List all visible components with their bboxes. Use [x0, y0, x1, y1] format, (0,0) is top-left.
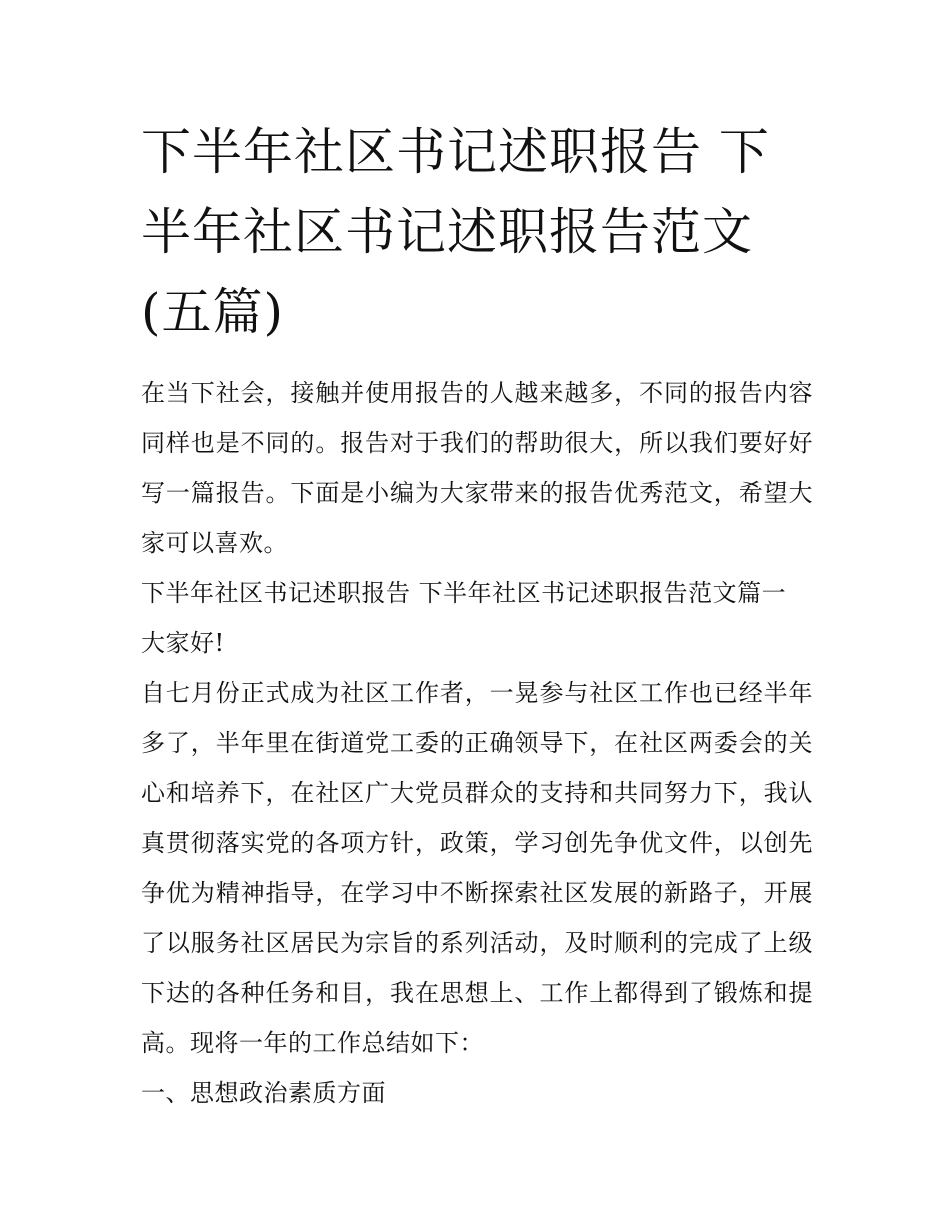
document-body	[141, 112, 813, 1118]
intro-paragraph: 在当下社会，接触并使用报告的人越来越多，不同的报告内容同样也是不同的。报告对于我们的帮助很大，所以我们要好好写一篇报告。下面是小编为大家带来的报告优秀范文，希望大家可以喜欢。	[141, 379, 813, 557]
body-paragraph: 自七月份正式成为社区工作者，一晃参与社区工作也已经半年多了，半年里在街道党工委的正确领导下，在社区两委会的关心和培养下，在社区广大党员群众的支持和共同努力下，我认真贯彻落实党的各项方针，政策，学习创先争优文件，以创先争优为精神指导，在学习中不断探索社区发展的新路子，开展了以服务社区居民为宗旨的系列活动，及时顺利的完成了上级下达的各种任务和目，我在思想上、工作上都得到了锻炼和提高。现将一年的工作总结如下：	[141, 679, 813, 1057]
subsection-heading: 一、思想政治素质方面	[141, 1079, 386, 1107]
section-heading: 下半年社区书记述职报告 下半年社区书记述职报告范文篇一	[141, 579, 787, 607]
greeting-paragraph: 大家好!	[141, 629, 225, 657]
document-title: 下半年社区书记述职报告 下半年社区书记述职报告范文(五篇)	[141, 123, 770, 341]
